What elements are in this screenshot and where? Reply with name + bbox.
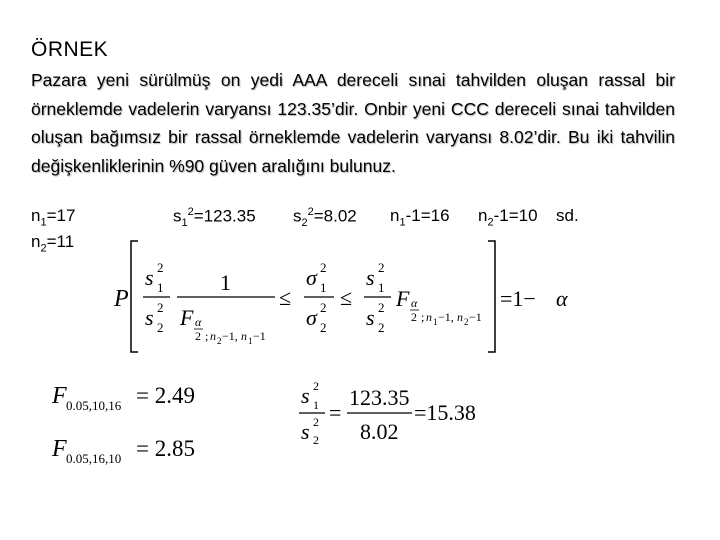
svg-text:s: s	[145, 265, 154, 290]
svg-text:σ: σ	[306, 305, 317, 330]
ratio-numerator: 123.35	[349, 385, 410, 410]
svg-text:;: ;	[205, 329, 209, 343]
svg-text:s: s	[301, 419, 310, 444]
svg-text:n: n	[457, 310, 463, 324]
svg-text:2: 2	[195, 329, 201, 343]
problem-text: Pazara yeni sürülmüş on yedi AAA dereceli sınai tahvilden oluşan rassal bir örneklemde vadelerin varyansı 123.35’dir. Onbir yeni CCC dereceli sınai tahvilden oluşan bağımsız bir rassal örneklemde vadelerin varyansı 8.02’dir. Bu iki tahvilin değişkenliklerinin %90 güven aralığını bulunuz.	[31, 70, 675, 176]
svg-text:;: ;	[421, 310, 425, 324]
svg-text:2: 2	[464, 317, 469, 327]
svg-text:F: F	[52, 383, 67, 409]
svg-text:1: 1	[378, 280, 385, 295]
n2-given: $n_2=11$	[31, 232, 75, 255]
n1-given: $n_1=17$	[31, 206, 76, 229]
svg-text:s: s	[145, 305, 154, 330]
svg-text:1: 1	[157, 280, 164, 295]
svg-text:2: 2	[320, 300, 327, 315]
df2-given: $n_2-1=10$	[478, 206, 538, 229]
s1sq-given: $s_1^2=123.35$	[173, 206, 256, 230]
ratio-denominator: 8.02	[360, 419, 399, 444]
svg-text:F: F	[180, 305, 194, 330]
svg-text:α: α	[411, 296, 418, 310]
svg-text:α: α	[195, 315, 202, 329]
svg-text:=: =	[329, 400, 342, 425]
svg-text:2: 2	[157, 300, 164, 315]
svg-text:F: F	[396, 286, 410, 311]
svg-text:≤: ≤	[340, 285, 353, 310]
svg-text:2: 2	[320, 320, 327, 335]
f1-subscript: 0.05,10,16	[66, 398, 122, 413]
formula-p: P	[114, 286, 129, 312]
formula-rhs: =1−	[500, 286, 536, 311]
svg-text:1: 1	[320, 280, 327, 295]
svg-text:≤: ≤	[279, 285, 292, 310]
svg-text:2: 2	[157, 260, 164, 275]
svg-text:−1: −1	[253, 329, 266, 343]
svg-text:n: n	[241, 329, 247, 343]
svg-text:2: 2	[378, 300, 385, 315]
svg-text:2: 2	[378, 260, 385, 275]
svg-text:2: 2	[157, 320, 164, 335]
svg-text:2: 2	[378, 320, 385, 335]
svg-text:1: 1	[313, 398, 319, 412]
f2-subscript: 0.05,16,10	[66, 451, 122, 466]
svg-text:σ: σ	[306, 265, 317, 290]
formula-alpha: α	[556, 286, 568, 311]
svg-text:2: 2	[411, 310, 417, 324]
svg-text:2: 2	[320, 260, 327, 275]
svg-text:2: 2	[217, 336, 222, 346]
f1-value: = 2.49	[136, 383, 195, 408]
svg-text:−1,: −1,	[222, 329, 238, 343]
svg-text:−1: −1	[469, 310, 482, 324]
svg-text:n: n	[426, 310, 432, 324]
formula-one: 1	[220, 270, 231, 295]
svg-text:2: 2	[313, 433, 319, 447]
df1-given: $n_1-1=16$	[390, 206, 450, 229]
svg-text:s: s	[301, 383, 310, 408]
example-title: ÖRNEK	[31, 38, 109, 61]
s2sq-given: $s_2^2=8.02$	[293, 206, 357, 230]
svg-text:1: 1	[433, 317, 438, 327]
df-label: sd.	[556, 206, 579, 225]
svg-text:−1,: −1,	[438, 310, 454, 324]
svg-text:s: s	[366, 305, 375, 330]
ratio-value: =15.38	[414, 400, 476, 425]
svg-text:F: F	[52, 436, 67, 462]
svg-text:1: 1	[248, 336, 253, 346]
f2-value: = 2.85	[136, 436, 195, 461]
svg-text:2: 2	[313, 379, 319, 393]
svg-text:n: n	[210, 329, 216, 343]
svg-text:2: 2	[313, 415, 319, 429]
svg-text:s: s	[366, 265, 375, 290]
